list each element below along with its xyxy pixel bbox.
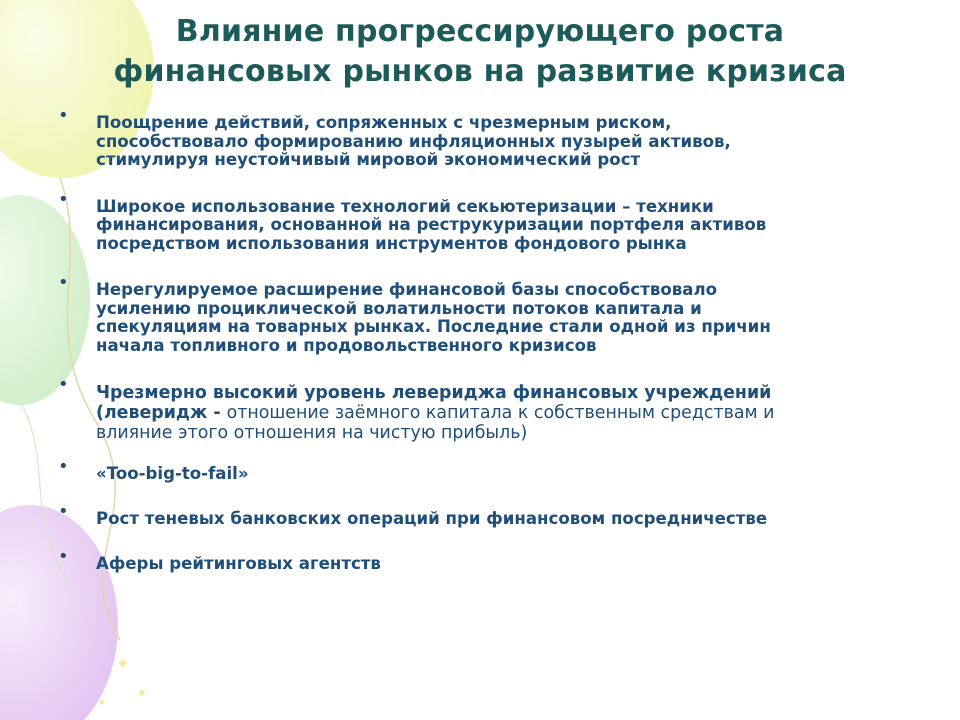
bullet-item [58,188,928,254]
text-line: усилению проциклической волатильности потоков капитала и [96,298,702,318]
text-line: Поощрение действий, сопряженных с чрезмерным риском, [96,113,672,132]
text-line: спекуляциям на товарных рынках. Последние стали одной из причин [96,317,771,336]
text-line: «Too-big-to-fail» [96,464,249,483]
bullet-dot-icon: • [58,374,69,395]
text-line: Аферы рейтинговых агентств [96,554,381,573]
bullet-item [58,456,928,484]
bullet-item [58,500,928,529]
bullet-item [58,105,928,170]
text-line: Чрезмерно высокий уровень левериджа финансовых учреждений [96,383,772,403]
text-line: Нерегулируемое расширение финансовой базы способствовало [96,280,718,299]
bullet-item [58,272,928,355]
leverage-definition: отношение заёмного капитала к собственным средствам и [226,403,775,423]
text-line [96,403,928,423]
text-line: посредством использования инструментов фондового рынка [96,233,687,253]
bullet-text [96,383,928,443]
text-line: стимулируя неустойчивый мировой экономический рост [96,150,641,169]
bullet-dot-icon: • [58,456,69,477]
text-line: способствовало формированию инфляционных пузырей активов, [96,131,731,151]
bullet-text [96,555,928,574]
bullet-dot-icon: • [58,188,69,210]
title-line: Влияние прогрессирующего роста [175,14,785,49]
text-line: Рост теневых банковских операций при финансовом посредничестве [96,508,768,528]
bullet-text [96,510,928,529]
bullet-text [96,198,928,254]
bullet-text [96,114,928,170]
bullet-item [58,374,928,443]
bullet-dot-icon: • [58,272,69,293]
text-line: начала топливного и продовольственного кризисов [96,335,597,355]
bullet-text [96,465,928,484]
bullet-list [58,105,928,574]
text-line: Широкое использование технологий секьютеризации – техники [96,196,714,216]
slide-title [60,12,900,92]
bullet-text [96,281,928,355]
text-line: влияние этого отношения на чистую прибыль) [96,423,528,443]
bullet-dot-icon: • [58,500,69,522]
text-line: финансирования, основанной на реструкуризации портфеля активов [96,215,767,234]
bullet-item [58,546,928,574]
bullet-dot-icon: • [58,105,69,126]
bullet-dot-icon: • [58,546,69,567]
leverage-term: (леверидж - [96,403,227,423]
title-line: финансовых рынков на развитие кризиса [113,54,847,89]
